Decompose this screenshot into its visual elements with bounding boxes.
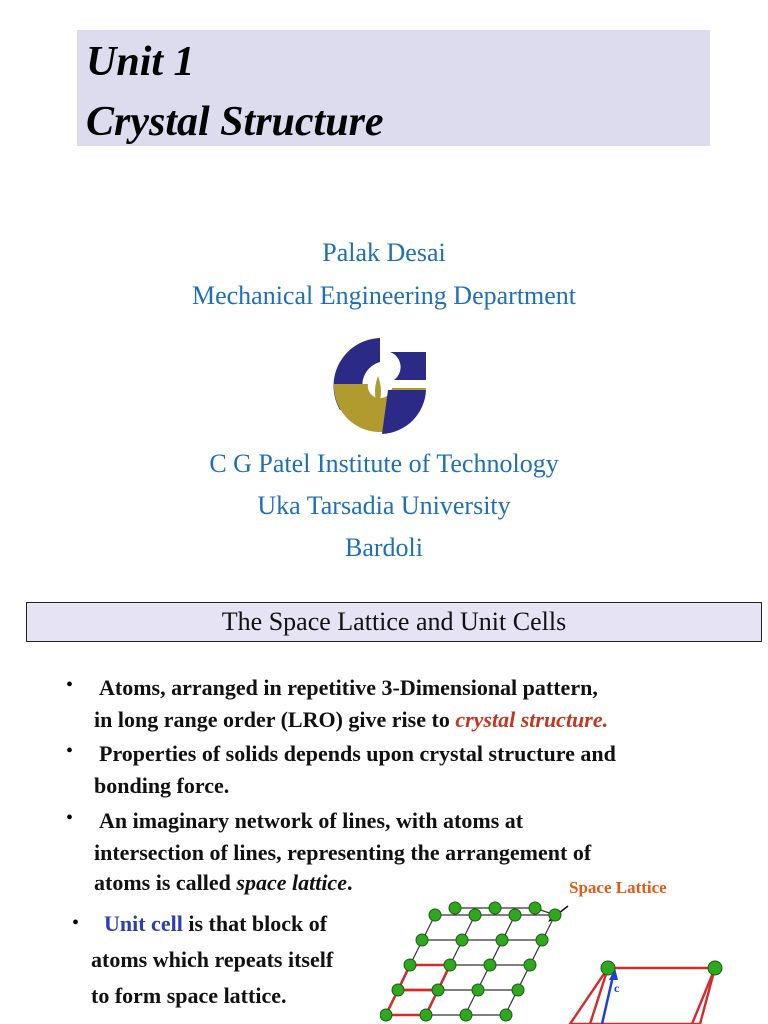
cg-logo-icon [330, 336, 430, 436]
title-line-1: Unit 1 [86, 39, 195, 85]
bullet-2-line-1: Properties of solids depends upon crystal structure and [99, 741, 616, 766]
bullet-4-line-3: to form space lattice. [91, 983, 287, 1008]
axis-c-label: c [614, 981, 620, 995]
institute-name: C G Patel Institute of Technology [209, 449, 559, 478]
bullet-3-line-2: intersection of lines, representing the arrangement of [94, 840, 592, 865]
bullet-1-line-2: in long range order (LRO) give rise to crystal structure. [94, 707, 609, 732]
bullet-1-line-1: Atoms, arranged in repetitive 3-Dimensional pattern, [99, 675, 598, 700]
university-name: Uka Tarsadia University [257, 491, 511, 520]
crystal-structure-term: crystal structure [455, 707, 603, 732]
bullet-3-line-1: An imaginary network of lines, with atoms at [99, 808, 524, 833]
bullet-marker: • [72, 912, 80, 934]
space-lattice-label: Space Lattice [569, 878, 667, 897]
bullet-marker: • [66, 740, 74, 762]
department: Mechanical Engineering Department [191, 281, 577, 310]
bullet-2-line-2: bonding force. [94, 773, 230, 798]
unit-cell-term: Unit cell [104, 911, 183, 936]
bullet-marker: • [66, 674, 74, 696]
bullet-3-line-3: atoms is called space lattice. [94, 870, 353, 895]
section-heading: The Space Lattice and Unit Cells [26, 602, 762, 642]
city-name: Bardoli [345, 533, 423, 562]
bullet-4-line-1: Unit cell is that block of [104, 911, 328, 936]
bullet-4-line-2: atoms which repeats itself [91, 947, 334, 972]
author-name: Palak Desai [322, 238, 446, 267]
title-line-2: Crystal Structure [86, 99, 384, 145]
space-lattice-term: space lattice [236, 870, 347, 895]
space-lattice-diagram [380, 880, 768, 1024]
title-box [77, 30, 710, 146]
bullet-marker: • [66, 807, 74, 829]
